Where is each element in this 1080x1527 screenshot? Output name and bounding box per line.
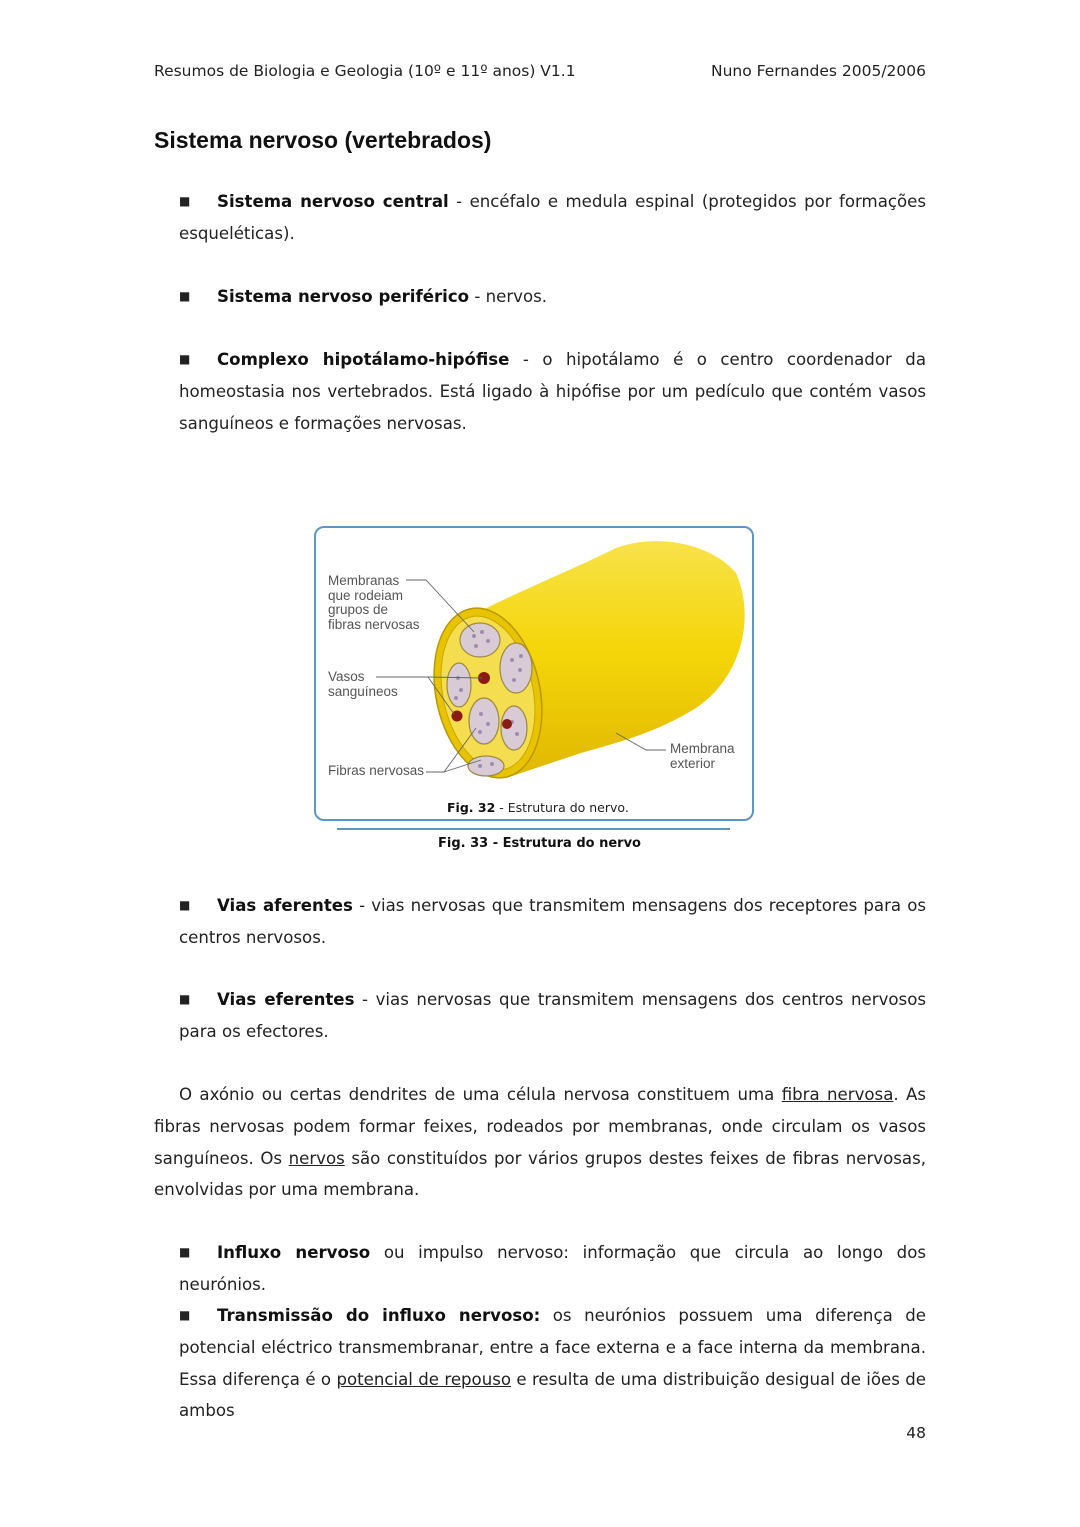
figure-caption: Fig. 33 - Estrutura do nervo <box>438 836 641 851</box>
header-left: Resumos de Biologia e Geologia (10º e 11º anos) V1.1 <box>154 62 576 80</box>
bullet-icon: ■ <box>179 194 191 208</box>
bullet-transmissao-influxo: ■ Transmissão do influxo nervoso: os neurónios possuem uma diferença de potencial eléctrico transmembranar, entre a face externa e a face interna da membrana. Essa diferença é o potencial de repouso e resulta de uma distribuição desigual de iões de ambos <box>179 1300 926 1427</box>
bullet-vias-eferentes: ■ Vias eferentes - vias nervosas que transmitem mensagens dos centros nervosos para os efectores. <box>179 984 926 1048</box>
term-potencial-de-repouso: potencial de repouso <box>336 1369 512 1389</box>
term-fibra-nervosa: fibra nervosa <box>781 1085 894 1104</box>
bullet-icon: ■ <box>179 898 191 912</box>
bullet-icon: ■ <box>179 289 191 303</box>
nerve-figure <box>314 526 754 821</box>
bullet-icon: ■ <box>179 992 191 1006</box>
label-membranas: Membranas que rodeiam grupos de fibras nervosas <box>328 573 420 632</box>
bullet-influxo-nervoso: ■ Influxo nervoso ou impulso nervoso: informação que circula ao longo dos neurónios. <box>179 1237 926 1301</box>
bullet-sistema-nervoso-central: ■ Sistema nervoso central - encéfalo e medula espinal (protegidos por formações esqueléticas). <box>179 186 926 250</box>
label-vasos-sanguineos: Vasos sanguíneos <box>328 669 398 699</box>
bullet-icon: ■ <box>179 1245 191 1259</box>
term-nervos: nervos <box>288 1148 345 1168</box>
header-right: Nuno Fernandes 2005/2006 <box>711 62 926 80</box>
bullet-vias-aferentes: ■ Vias aferentes - vias nervosas que transmitem mensagens dos receptores para os centros nervosos. <box>179 890 926 954</box>
section-title: Sistema nervoso (vertebrados) <box>154 127 492 153</box>
bullet-complexo-hipotalamo: ■ Complexo hipotálamo-hipófise - o hipotálamo é o centro coordenador da homeostasia nos vertebrados. Está ligado à hipófise por um pedículo que contém vasos sanguíneos e formações nervosas. <box>179 344 926 439</box>
paragraph-fibra-nervosa: O axónio ou certas dendrites de uma célula nervosa constituem uma fibra nervosa. As fibras nervosas podem formar feixes, rodeados por membranas, onde circulam os vasos sanguíneos. Os nervos são constituídos por vários grupos destes feixes de fibras nervosas, envolvidas por uma membrana. <box>154 1085 927 1200</box>
bullet-sistema-nervoso-periferico: ■ Sistema nervoso periférico - nervos. <box>179 281 926 313</box>
figure-caption-inner: Fig. 32 - Estrutura do nervo. <box>447 800 629 815</box>
figure-divider <box>337 828 730 830</box>
label-fibras-nervosas: Fibras nervosas <box>328 763 425 778</box>
bullet-icon: ■ <box>179 352 191 366</box>
label-membrana-exterior: Membrana exterior <box>670 741 735 771</box>
bullet-icon: ■ <box>179 1308 191 1322</box>
page-number: 48 <box>906 1424 926 1442</box>
page-header <box>154 62 926 86</box>
